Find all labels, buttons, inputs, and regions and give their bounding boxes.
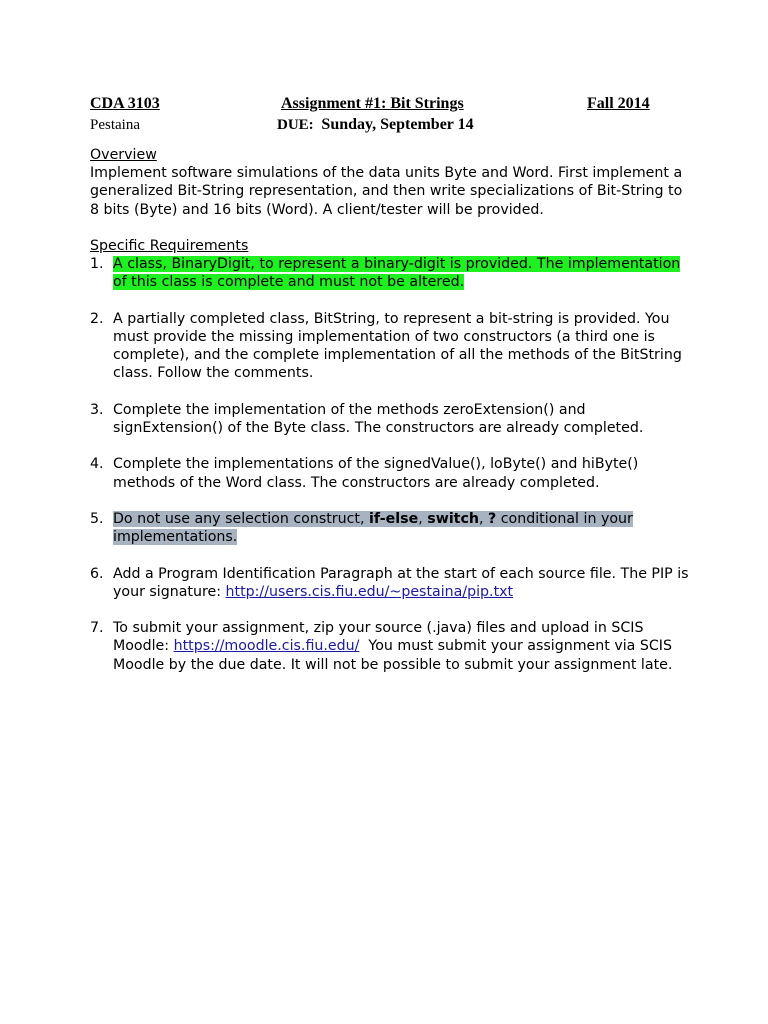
list-item [90, 255, 690, 291]
item-text-part: Do not use any selection construct, [113, 510, 369, 527]
separator: , [418, 510, 428, 527]
due-line [277, 116, 474, 134]
list-item [90, 510, 690, 546]
item-text [113, 511, 633, 545]
requirements-title: Specific Requirements [90, 238, 249, 254]
term: Fall 2014 [587, 95, 650, 112]
item-number: 4. [90, 456, 104, 473]
keyword-ternary: ? [488, 510, 497, 527]
separator: , [478, 510, 489, 527]
due-date: Sunday, September 14 [321, 116, 474, 133]
item-number: 1. [90, 256, 104, 273]
item-text: Complete the implementation of the methods zeroExtension() and signExtension() of the Byte class. The constructors are already completed. [113, 401, 644, 436]
course-code: CDA 3103 [90, 95, 160, 112]
item-number: 2. [90, 310, 104, 327]
overview-title: Overview [90, 147, 157, 163]
list-item [90, 565, 690, 601]
item-number: 7. [90, 620, 104, 637]
document-body [90, 146, 690, 692]
list-item [90, 619, 690, 674]
keyword-if-else: if-else [369, 510, 419, 527]
item-number: 5. [90, 510, 104, 527]
keyword-switch: switch [427, 510, 479, 527]
moodle-link[interactable]: https://moodle.cis.fiu.edu/ [173, 638, 360, 655]
item-text: Add a Program Identification Paragraph at the start of each source file. The PIP is your signature: [113, 565, 689, 600]
list-item [90, 310, 690, 383]
assignment-title: Assignment #1: Bit Strings [281, 95, 464, 112]
instructor-name: Pestaina [90, 117, 140, 133]
requirements-list [90, 255, 690, 674]
pip-link[interactable]: http://users.cis.fiu.edu/~pestaina/pip.txt [225, 583, 514, 600]
item-text-part: You must submit your assignment via SCIS Moodle by the due date. It will not be possible to submit your assignment late. [113, 638, 677, 673]
due-label: DUE: [277, 117, 314, 133]
item-number: 6. [90, 565, 104, 582]
item-text: To submit your assignment, zip your source (.java) files and upload in SCIS Moodle: [113, 620, 644, 655]
item-text: A partially completed class, BitString, to represent a bit-string is provided. You must provide the missing implementation of two constructors (a third one is complete), and the complete implementation of all the methods of the BitString class. Follow the comments. [113, 310, 682, 382]
item-text: Complete the implementations of the signedValue(), loByte() and hiByte() methods of the Word class. The constructors are already completed. [113, 456, 639, 491]
list-item [90, 401, 690, 437]
item-text: A class, BinaryDigit, to represent a binary-digit is provided. The implementation of this class is complete and must not be altered. [113, 256, 681, 291]
item-number: 3. [90, 401, 104, 418]
item-text-part: conditional in your implementations. [113, 510, 633, 546]
list-item [90, 455, 690, 491]
overview-text: Implement software simulations of the data units Byte and Word. First implement a generalized Bit-String representation, and then write specializations of Bit-String to 8 bits (Byte) and 16 bits (Word). A client/tester will be provided. [90, 165, 683, 218]
